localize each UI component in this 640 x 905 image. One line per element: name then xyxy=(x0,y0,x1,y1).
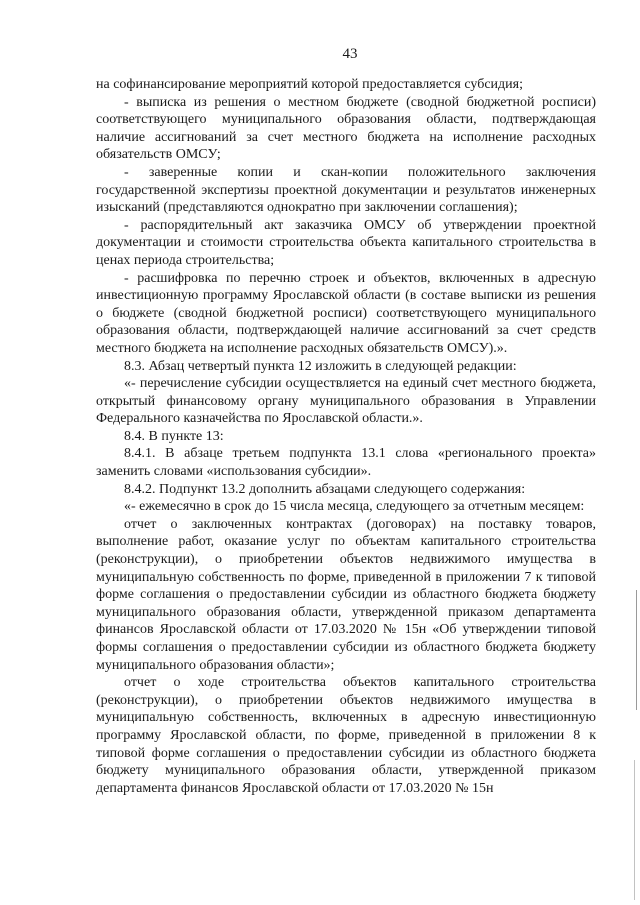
paragraph-8-4-1: 8.4.1. В абзаце третьем подпункта 13.1 слова «регионального проекта» заменить словами «использования субсидии». xyxy=(96,446,596,480)
scan-edge-mark xyxy=(634,760,635,900)
paragraph-budget-extract: - выписка из решения о местном бюджете (сводной бюджетной росписи) соответствующего муниципального образования области, подтверждающая наличие ассигнований за счет местного бюджета на исполнение расходных обязательств ОМСУ; xyxy=(96,94,596,163)
paragraph-8-4-2: 8.4.2. Подпункт 13.2 дополнить абзацами следующего содержания: xyxy=(124,481,526,497)
paragraph-8-4: 8.4. В пункте 13: xyxy=(124,428,224,444)
paragraph-transfer: «- перечисление субсидии осуществляется на единый счет местного бюджета, открытый финансовому органу муниципального образования в Управлении Федерального казначейства по Ярославской области.». xyxy=(96,376,596,427)
paragraph-monthly: «- ежемесячно в срок до 15 числа месяца, следующего за отчетным месяцем: xyxy=(124,499,585,515)
paragraph-expertise-copies: - заверенные копии и скан-копии положительного заключения государственной экспертизы проектной документации и результатов инженерных изысканий (представляются однократно при заключении соглашения); xyxy=(96,164,596,216)
scan-edge-mark xyxy=(636,590,637,710)
paragraph-continuation: на софинансирование мероприятий которой предоставляется субсидия; xyxy=(96,77,523,92)
paragraph-administrative-act: - распорядительный акт заказчика ОМСУ об утверждении проектной документации и стоимости строительства объекта капитального строительства в ценах периода строительства; xyxy=(96,217,596,268)
paragraph-contracts-report: отчет о заключенных контрактах (договорах) на поставку товаров, выполнение работ, оказание услуг по объектам капитального строительства (реконструкции), о приобретении объектов недвижимого имущества в муниципальную собственность по форме, приведенной в приложении 7 к типовой форме соглашения о предоставлении субсидии из областного бюджета бюджету муниципального образования области, утвержденной приказом департамента финансов Ярославской области от 17.03.2020 № 15н «Об утверждении типовой формы соглашения о предоставлении субсидии из областного бюджета бюджету муниципального образования области»; xyxy=(96,516,596,673)
page-number: 43 xyxy=(342,46,358,62)
paragraph-breakdown: - расшифровка по перечню строек и объектов, включенных в адресную инвестиционную программу Ярославской области (в составе выписки из решения о бюджете (сводной бюджетной росписи) соответствующего муниципального образования области, подтверждающей наличие ассигнований за счет средств местного бюджета на исполнение расходных обязательств ОМСУ).». xyxy=(96,270,596,356)
paragraph-8-3: 8.3. Абзац четвертый пункта 12 изложить в следующей редакции: xyxy=(124,358,517,374)
document-body xyxy=(96,76,596,797)
paragraph-construction-report: отчет о ходе строительства объектов капитального строительства (реконструкции), о приобретении объектов недвижимого имущества в муниципальную собственность, включенных в адресную инвестиционную программу Ярославской области, по форме, приведенной в приложении 8 к типовой форме соглашения о предоставлении субсидии из областного бюджета бюджету муниципального образования области, утвержденной приказом департамента финансов Ярославской области от 17.03.2020 № 15н xyxy=(96,675,596,796)
